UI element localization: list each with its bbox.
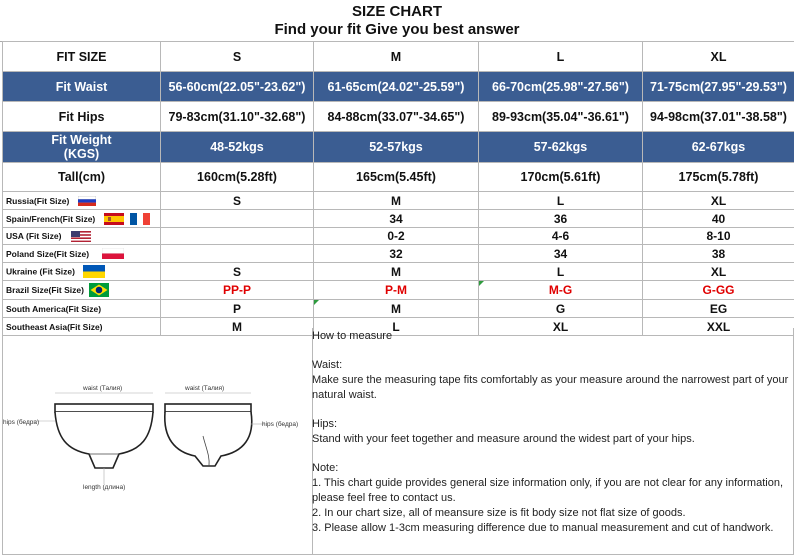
cell-value: L [479,263,643,281]
cell-value: EG [643,300,794,318]
waist-text-line2: natural waist. [312,388,793,403]
usa-flag-icon [71,231,91,242]
note-3: 3. Please allow 1-3cm measuring difference due to manual measurement and cut of handwork. [312,521,793,536]
cell-value: 94-98cm(37.01"-38.58") [643,102,794,132]
country-name: Spain/French(Fit Size) [6,214,95,224]
cell-value: 52-57kgs [314,132,479,163]
row-label: Tall(cm) [3,163,161,192]
country-label [3,281,161,300]
cell-value: 56-60cm(22.05"-23.62") [161,72,314,102]
tall-row [3,163,794,192]
cell-value: XL [643,263,794,281]
cell-value: 66-70cm(25.98"-27.56") [479,72,643,102]
waist-title: Waist: [312,358,793,373]
size-header-m: M [314,42,479,72]
cell-text: M-G [549,283,572,297]
length-label: length (длина) [83,484,125,491]
spain-flag-icon [104,213,124,225]
page-subtitle: Find your fit Give you best answer [0,21,794,38]
ukraine-flag-icon [83,265,105,278]
cell-value: M [314,192,479,210]
country-name: Ukraine (Fit Size) [6,267,75,277]
cell-value: 57-62kgs [479,132,643,163]
note-2: 2. In our chart size, all of meansure size is fit body size not flat size of goods. [312,506,793,521]
ukraine-row [3,263,794,281]
waist-label-front: waist (Талия) [82,385,122,392]
row-label-line1: Fit Weight [3,133,160,147]
cell-value: 32 [314,245,479,263]
country-name: South America(Fit Size) [6,304,101,314]
cell-value [161,245,314,263]
panty-measurement-diagram [3,328,312,554]
cell-value: 8-10 [643,228,794,245]
cell-value: 62-67kgs [643,132,794,163]
france-flag-icon [130,213,150,225]
row-label: Fit Waist [3,72,161,102]
brazil-row [3,281,794,300]
cell-value: 40 [643,210,794,228]
fit-weight-row [3,132,794,163]
cell-value: XL [643,192,794,210]
cell-value [479,281,643,300]
row-label-line2: (KGS) [3,147,160,161]
cell-value: PP-P [161,281,314,300]
hips-text: Stand with your feet together and measure around the widest part of your hips. [312,432,793,447]
cell-text: M [391,302,401,316]
waist-label-back: waist (Талия) [184,385,224,392]
cell-value: 36 [479,210,643,228]
south-america-row [3,300,794,318]
cell-value: 160cm(5.28ft) [161,163,314,192]
size-chart-table [2,41,794,336]
cell-value: M [161,318,314,336]
hips-title: Hips: [312,417,793,432]
country-name: USA (Fit Size) [6,231,61,241]
cell-value: P-M [314,281,479,300]
cell-marker [479,281,484,286]
cell-value: M [314,263,479,281]
usa-row [3,228,794,245]
cell-value: G-GG [643,281,794,300]
cell-value [314,300,479,318]
spain-france-row [3,210,794,228]
russia-flag-icon [78,196,96,206]
measure-diagram-cell [2,328,313,555]
size-header-s: S [161,42,314,72]
fit-hips-row [3,102,794,132]
country-label [3,245,161,263]
russia-row [3,192,794,210]
cell-value: L [314,318,479,336]
cell-value: L [479,192,643,210]
hips-label-back: hips (бедра) [262,420,298,428]
note-title: Note: [312,461,793,476]
country-label [3,210,161,228]
cell-value: 4-6 [479,228,643,245]
cell-value [161,210,314,228]
country-label [3,300,161,318]
hips-label-front: hips (бедра) [3,418,39,426]
poland-row [3,245,794,263]
cell-value: 175cm(5.78ft) [643,163,794,192]
cell-value: S [161,192,314,210]
cell-value [161,228,314,245]
cell-value: G [479,300,643,318]
note-1-line1: 1. This chart guide provides general size information only, if you are not clear for any information, [312,476,793,491]
cell-value: P [161,300,314,318]
row-label [3,132,161,163]
country-name: Southeast Asia(Fit Size) [6,322,103,332]
chart-title-area [0,0,794,42]
fit-size-header: FIT SIZE [3,42,161,72]
cell-value: 48-52kgs [161,132,314,163]
country-label [3,192,161,210]
poland-flag-icon [102,248,124,259]
cell-value: 38 [643,245,794,263]
country-label [3,228,161,245]
cell-value: 61-65cm(24.02"-25.59") [314,72,479,102]
cell-value: XL [479,318,643,336]
cell-value: 165cm(5.45ft) [314,163,479,192]
cell-value: 79-83cm(31.10"-32.68") [161,102,314,132]
cell-value: 34 [314,210,479,228]
header-row [3,42,794,72]
cell-value: 170cm(5.61ft) [479,163,643,192]
country-name: Poland Size(Fit Size) [6,249,89,259]
country-name: Russia(Fit Size) [6,196,69,206]
cell-value: 34 [479,245,643,263]
cell-value: 89-93cm(35.04"-36.61") [479,102,643,132]
note-1-line2: please feel free to contact us. [312,491,793,506]
size-header-xl: XL [643,42,794,72]
country-name: Brazil Size(Fit Size) [6,285,84,295]
cell-value: 71-75cm(27.95"-29.53") [643,72,794,102]
how-to-measure-heading: How to measure [312,329,793,344]
row-label: Fit Hips [3,102,161,132]
cell-marker [314,300,319,305]
measure-section [2,328,794,556]
instructions-cell [312,328,794,555]
cell-value: S [161,263,314,281]
fit-waist-row [3,72,794,102]
cell-value: XXL [643,318,794,336]
size-header-l: L [479,42,643,72]
page-title: SIZE CHART [0,3,794,20]
cell-value: 84-88cm(33.07"-34.65") [314,102,479,132]
brazil-flag-icon [89,283,109,297]
cell-value: 0-2 [314,228,479,245]
country-label [3,263,161,281]
panty-front-illustration [33,393,153,484]
waist-text-line1: Make sure the measuring tape fits comfortably as your measure around the narrowest part of your [312,373,793,388]
panty-back-illustration [165,393,265,466]
